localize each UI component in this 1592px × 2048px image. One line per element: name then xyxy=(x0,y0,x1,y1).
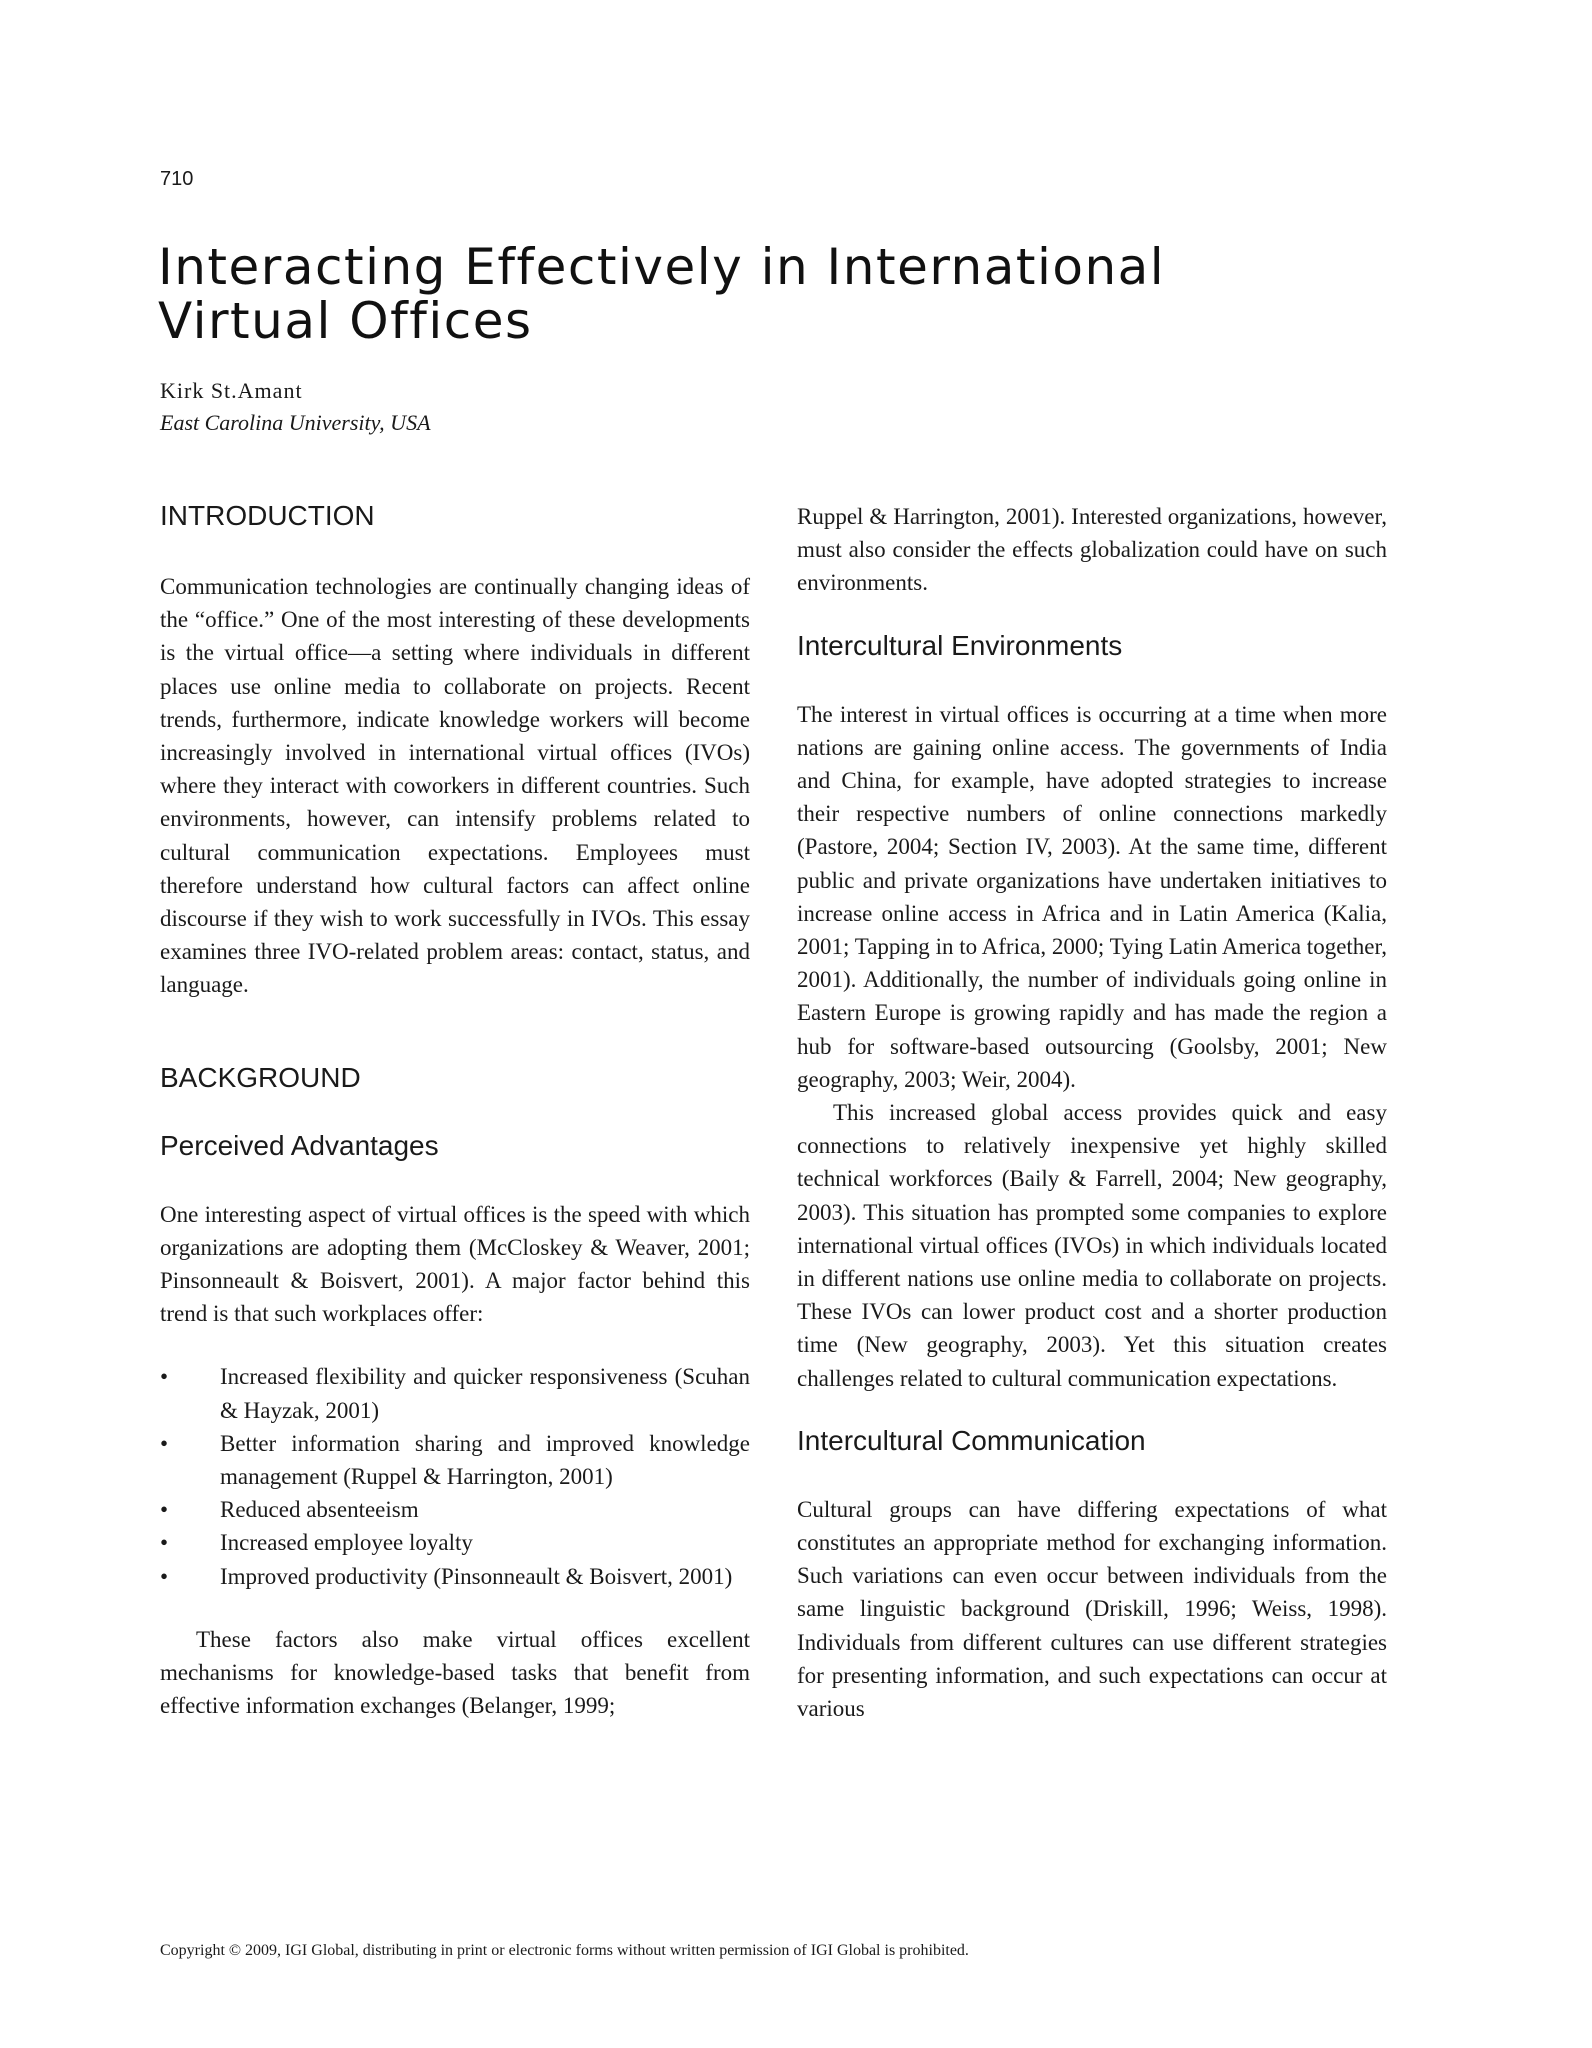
intercultural-environments-heading: Intercultural Environments xyxy=(797,629,1123,661)
intercultural-environments-para-1: The interest in virtual offices is occurring at a time when more nations are gaining online access. The governments of India and China, for example, have adopted strategies to increase their respective numbers of online connections markedly (Pastore, 2004; Section IV, 2003). At the same time, different public and private organizations have undertaken initiatives to increase online access in Africa and in Latin America (Kalia, 2001; Tapping in to Africa, 2000; Tying Latin America together, 2001). Additionally, the number of individuals going online in Eastern Europe is growing rapidly and has made the region a hub for software-based outsourcing (Goolsby, 2001; New geography, 2003; Weir, 2004). xyxy=(797,701,1387,1092)
intercultural-communication-heading: Intercultural Communication xyxy=(797,1424,1146,1456)
intercultural-environments-para-2: This increased global access provides quick and easy connections to relatively inexpensive yet highly skilled technical workforces (Baily & Farrell, 2004; New geography, 2003). This situation has prompted some companies to explore international virtual offices (IVOs) in which individuals located in different nations use online media to collaborate on projects. These IVOs can lower product cost and a shorter production time (New geography, 2003). Yet this situation creates challenges related to cultural communication expectations. xyxy=(797,1100,1387,1391)
intercultural-communication-para: Cultural groups can have differing expectations of what constitutes an appropriate method for exchanging information. Such variations can even occur between individuals from the same linguistic background (Driskill, 1996; Weiss, 1998). Individuals from different cultures can use different strategies for presenting information, and such expectations can occur at various xyxy=(797,1496,1387,1722)
author-affiliation: East Carolina University, USA xyxy=(160,410,431,435)
title-line-2: Virtual Offices xyxy=(158,292,533,350)
title-line-1: Interacting Effectively in International xyxy=(158,238,1166,296)
bullet-icon: • xyxy=(160,1364,169,1390)
background-closing-continued: Ruppel & Harrington, 2001). Interested organizations, however, must also consider the effects globalization could have on such environments. xyxy=(797,504,1387,596)
list-item: • Increased flexibility and quicker responsiveness (Scuhan & Hayzak, 2001) xyxy=(160,1360,750,1426)
introduction-heading: INTRODUCTION xyxy=(160,500,375,531)
advantages-list xyxy=(160,1360,750,1592)
article-title xyxy=(158,240,1258,348)
introduction-text: Communication technologies are continually changing ideas of the “office.” One of the most interesting of these developments is the virtual office—a setting where individuals in different places use online media to collaborate on projects. Recent trends, furthermore, indicate knowledge workers will become increasingly involved in international virtual offices (IVOs) where they interact with coworkers in different countries. Such environments, however, can intensify problems related to cultural communication expectations. Employees must therefore understand how cultural factors can affect online discourse if they wish to work successfully in IVOs. This essay examines three IVO-related problem areas: contact, status, and language. xyxy=(160,574,750,998)
list-item: • Improved productivity (Pinsonneault & Boisvert, 2001) xyxy=(160,1560,750,1593)
bullet-icon: • xyxy=(160,1563,169,1589)
background-heading: BACKGROUND xyxy=(160,1061,361,1093)
left-column xyxy=(160,500,750,1722)
page-number: 710 xyxy=(160,168,194,190)
bullet-icon: • xyxy=(160,1430,169,1456)
author-name: Kirk St.Amant xyxy=(160,378,303,403)
list-item: • Increased employee loyalty xyxy=(160,1526,750,1559)
bullet-icon: • xyxy=(160,1530,169,1556)
background-closing-text: These factors also make virtual offices excellent mechanisms for knowledge-based tasks that benefit from effective information exchanges (Belanger, 1999; xyxy=(160,1626,750,1719)
background-intro-text: One interesting aspect of virtual offices is the speed with which organizations are adopting them (McCloskey & Weaver, 2001; Pinsonneault & Boisvert, 2001). A major factor behind this trend is that such workplaces offer: xyxy=(160,1201,750,1327)
bullet-icon: • xyxy=(160,1497,169,1523)
perceived-advantages-heading: Perceived Advantages xyxy=(160,1129,439,1161)
right-column xyxy=(797,500,1387,1725)
copyright-footer: Copyright © 2009, IGI Global, distributing in print or electronic forms without written permission of IGI Global is prohibited. xyxy=(160,1942,969,1959)
list-item: • Better information sharing and improved knowledge management (Ruppel & Harrington, 2001) xyxy=(160,1427,750,1493)
list-item: • Reduced absenteeism xyxy=(160,1493,750,1526)
